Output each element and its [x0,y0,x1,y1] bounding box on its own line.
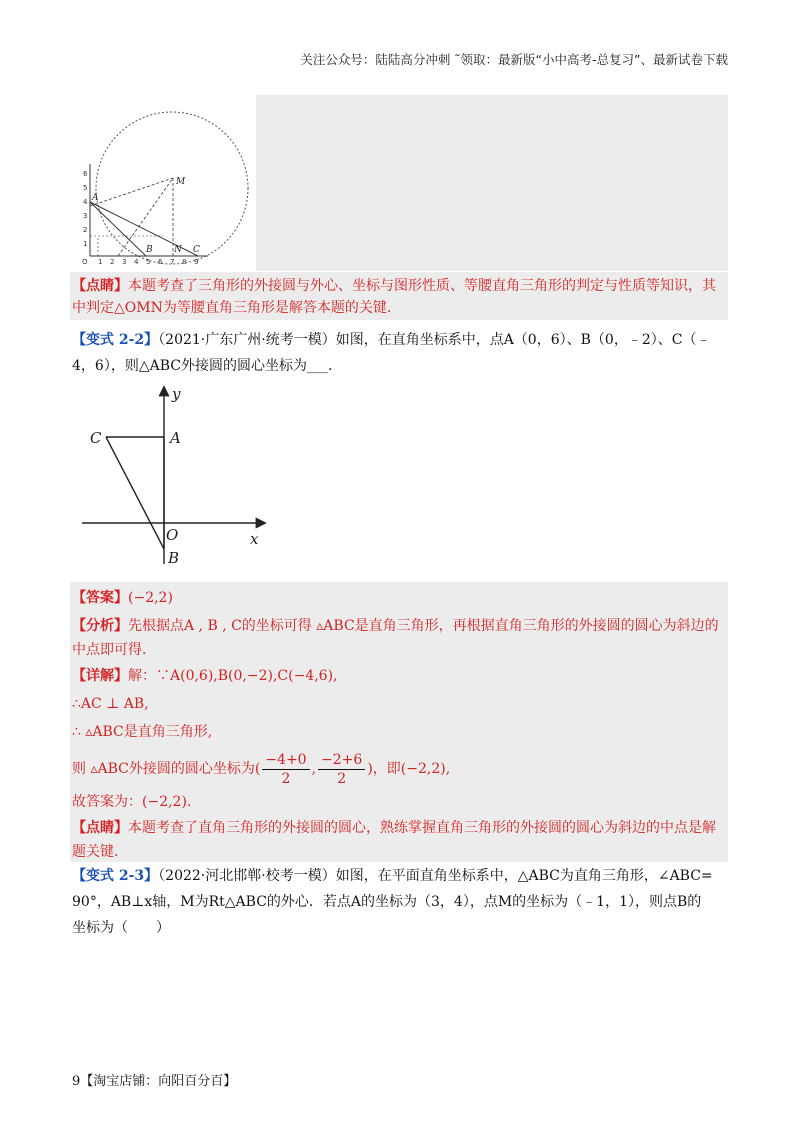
detail-line4 [72,750,450,788]
variant22-line1 [72,330,710,350]
detail-line4-post: )，即(−2,2), [367,761,451,777]
fig2-label-x: x [250,530,259,548]
variant23-line2: 90°，AB⊥x轴，M为Rt△ABC的外心．若点A的坐标为（3，4），点M的坐标为（﹣1，1），则点B的 [72,894,702,910]
note1-line2: 中判定△OMN为等腰直角三角形是解答本题的关键. [72,300,392,316]
fraction-y [318,751,365,788]
fig2-label-a: A [170,429,181,447]
analysis-line1 [72,616,719,636]
note1-tag: 【点睛】 [72,278,128,294]
variant22-text1: （2021·广东广州·统考一模）如图，在直角坐标系中，点A（0，6）、B（0，﹣2）、C（﹣ [158,332,711,348]
analysis-line2: 中点即可得. [72,642,147,658]
fig1-xtick-5: 5 [146,258,151,266]
fraction-separator: , [311,761,317,777]
variant23-line1 [72,866,713,886]
fig1-xtick-9: 9 [194,258,199,266]
fig1-ytick-6: 6 [83,170,88,178]
detail-tag: 【详解】 [72,668,128,684]
fraction-x [262,751,309,788]
fig2-label-o: O [166,526,179,544]
fig1-xtick-o: O [82,258,88,266]
variant23-text1: （2022·河北邯郸·校考一模）如图，在平面直角坐标系中，△ABC为直角三角形，∠ABC= [158,868,713,884]
fig1-label-m: M [176,177,186,187]
fig1-label-b: B [146,245,153,255]
detail-line2: ∴AC ⊥ AB, [72,696,149,712]
answer-line [72,588,173,608]
fig1-label-n: N [174,245,182,255]
answer-value: (−2,2) [128,590,173,606]
page-footer: 9【淘宝店铺：向阳百分百】 [72,1074,237,1089]
fig1-xtick-1: 1 [98,258,103,266]
fig1-ytick-1: 1 [83,240,88,248]
variant23-tag: 【变式 2-3】 [72,868,159,884]
detail-line3: ∴ ▵ABC是直角三角形, [72,724,213,740]
fig1-ytick-4: 4 [83,198,88,206]
variant23-line3: 坐标为（ ） [72,920,170,936]
note2-text1: 本题考查了直角三角形的外接圆的圆心，熟练掌握直角三角形的外接圆的圆心为斜边的中点是解 [128,820,716,836]
fig1-xtick-4: 4 [134,258,139,266]
fig1-ytick-3: 3 [83,212,88,220]
fraction-y-den: 2 [337,770,347,787]
fraction-x-num: −4+0 [262,751,309,770]
detail-line1 [72,666,338,686]
fig1-xtick-8: 8 [182,258,187,266]
fraction-x-den: 2 [281,770,291,787]
variant22-tag: 【变式 2-2】 [72,332,159,348]
page-header: 关注公众号：陆陆高分冲刺 ˜领取：最新版“小中高考-总复习”、最新试卷下载 [300,52,728,67]
detail-line5: 故答案为：(−2,2). [72,794,192,810]
figure1-shade [256,95,728,271]
fig1-xtick-3: 3 [122,258,127,266]
detail-text1: 解：∵A(0,6),B(0,−2),C(−4,6), [128,668,338,684]
fig2-label-c: C [90,429,102,447]
fig1-ytick-2: 2 [83,226,88,234]
analysis-text1: 先根据点A , B , C的坐标可得 ▵ABC是直角三角形，再根据直角三角形的外接圆的圆心为斜边的 [128,618,719,634]
fig1-xtick-7: 7 [170,258,175,266]
detail-line4-pre: 则 ▵ABC外接圆的圆心坐标为( [72,761,261,777]
note2-tag: 【点睛】 [72,820,128,836]
figure1-circle-diagram [78,96,256,268]
fig1-label-c: C [193,245,200,255]
fig1-ytick-5: 5 [83,184,88,192]
fig2-label-y: y [172,385,181,403]
note2-line2: 题关键. [72,844,119,860]
fig1-label-a: A [92,193,99,203]
note1-line1 [72,276,716,296]
figure2-triangle-diagram [78,382,278,574]
answer-tag: 【答案】 [72,590,128,606]
note2-line1 [72,818,716,838]
fraction-y-num: −2+6 [318,751,365,770]
analysis-tag: 【分析】 [72,618,128,634]
variant22-line2: 4，6），则△ABC外接圆的圆心坐标为___. [72,358,333,374]
note1-text1: 本题考查了三角形的外接圆与外心、坐标与图形性质、等腰直角三角形的判定与性质等知识，其 [128,278,716,294]
fig1-xtick-2: 2 [110,258,115,266]
fig2-label-b: B [168,549,180,567]
fig1-xtick-6: 6 [158,258,163,266]
